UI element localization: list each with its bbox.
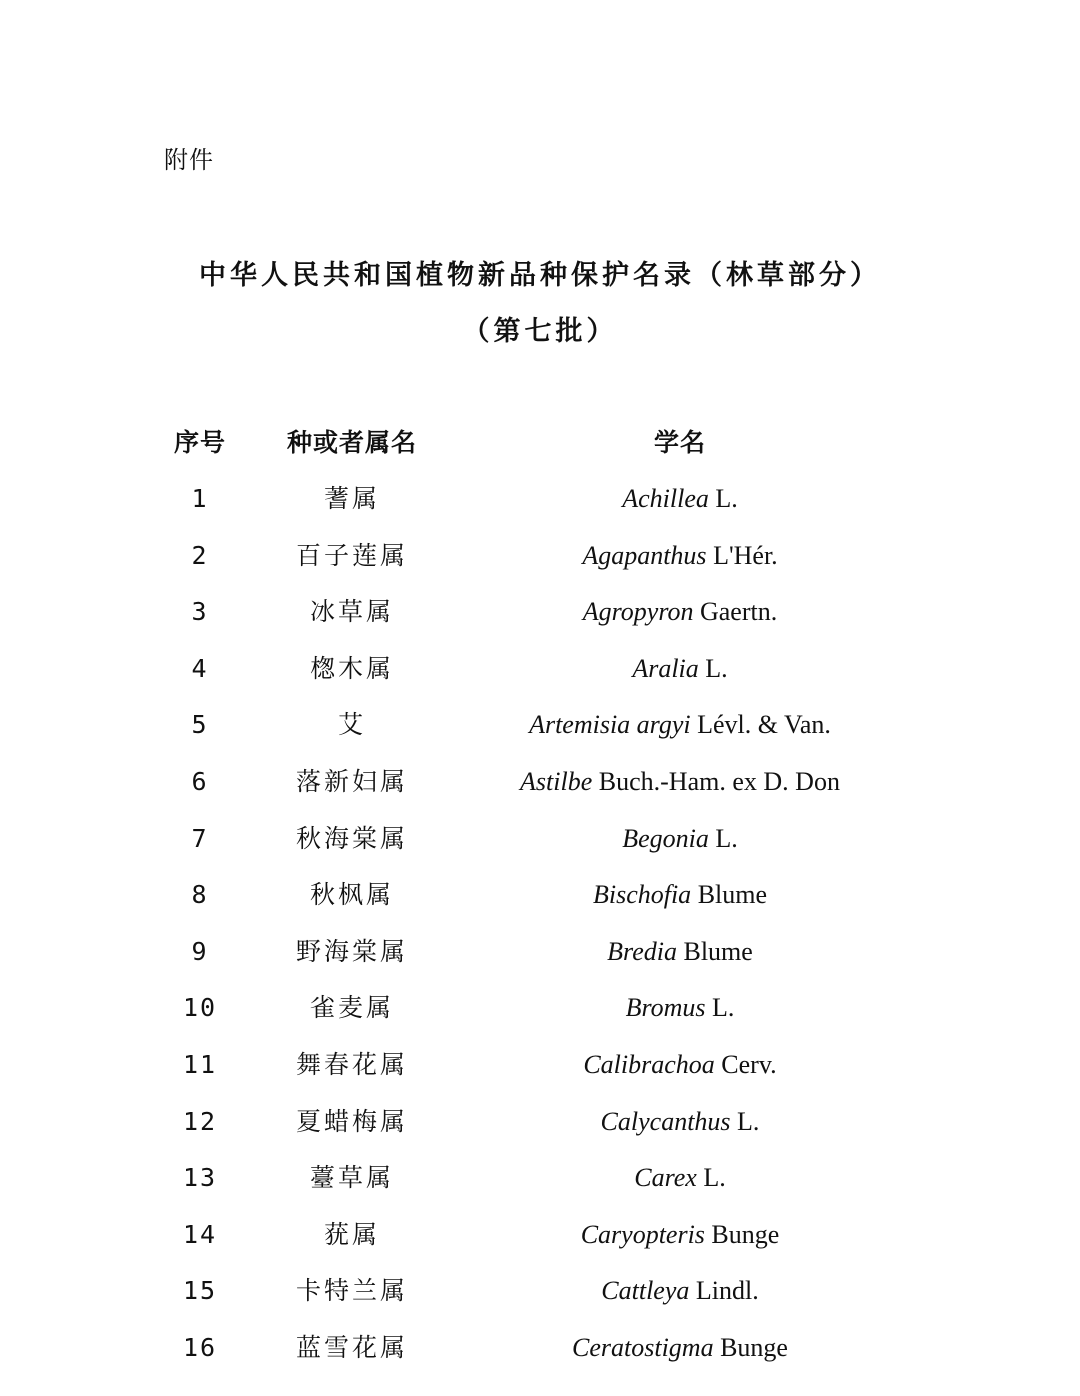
author-citation: L.: [698, 654, 728, 683]
table-row: [0, 1215, 1080, 1255]
author-citation: L.: [696, 1163, 726, 1192]
author-citation: Bunge: [713, 1333, 788, 1362]
table-row: [0, 592, 1080, 632]
scientific-name: [480, 762, 880, 802]
genus-name: Begonia: [622, 824, 709, 853]
genus-name: Astilbe: [520, 767, 593, 796]
chinese-name: 秋海棠属: [295, 824, 408, 853]
scientific-name: [480, 932, 880, 972]
author-citation: L.: [708, 484, 738, 513]
table-row: [0, 875, 1080, 915]
author-citation: Bunge: [704, 1220, 780, 1249]
scientific-name: [480, 649, 880, 689]
document-title: 中华人民共和国植物新品种保护名录（林草部分）: [199, 260, 881, 291]
serial-number: 2: [191, 541, 209, 570]
scientific-name: [480, 819, 880, 859]
chinese-name: 楤木属: [309, 654, 394, 683]
serial-number: 9: [191, 937, 209, 966]
serial-number: 13: [182, 1163, 218, 1192]
serial-number: 8: [191, 880, 209, 909]
scientific-name: [480, 1271, 880, 1311]
author-citation: Buch.-Ham. ex D. Don: [592, 767, 840, 796]
genus-name: Bischofia: [592, 880, 692, 909]
serial-number: 3: [191, 597, 209, 626]
scientific-name: [480, 536, 880, 576]
serial-number: 6: [191, 767, 209, 796]
table-row: [0, 1328, 1080, 1368]
serial-number: 14: [182, 1220, 218, 1249]
scientific-name: [480, 1102, 880, 1142]
genus-name: Calycanthus: [600, 1107, 731, 1136]
scientific-name: [480, 875, 880, 915]
table-row: [0, 819, 1080, 859]
header-serial-number: 序号: [173, 428, 226, 457]
scientific-name: [480, 705, 880, 745]
table-row: [0, 1158, 1080, 1198]
chinese-name: 蓍属: [323, 484, 380, 513]
scientific-name: [480, 479, 880, 519]
chinese-name: 薹草属: [309, 1163, 394, 1192]
author-citation: Blume: [676, 937, 753, 966]
serial-number: 4: [191, 654, 209, 683]
chinese-name: 野海棠属: [295, 937, 408, 966]
scientific-name: [480, 1328, 880, 1368]
serial-number: 10: [182, 993, 218, 1022]
table-row: [0, 705, 1080, 745]
scientific-name: [480, 1045, 880, 1085]
genus-name: Caryopteris: [580, 1220, 705, 1249]
genus-name: Cattleya: [601, 1276, 690, 1305]
scientific-name: [480, 988, 880, 1028]
author-citation: L.: [730, 1107, 760, 1136]
genus-name: Bromus: [625, 993, 706, 1022]
header-scientific-name: 学名: [653, 428, 706, 457]
header-species-or-genus: 种或者属名: [286, 428, 417, 457]
genus-name: Achillea: [622, 484, 709, 513]
author-citation: Lévl. & Van.: [690, 710, 831, 739]
table-row: [0, 536, 1080, 576]
chinese-name: 蓝雪花属: [295, 1333, 408, 1362]
scientific-name: [480, 592, 880, 632]
table-row: [0, 479, 1080, 519]
chinese-name: 艾: [337, 710, 366, 739]
serial-number: 7: [191, 824, 209, 853]
attachment-label: 附件: [164, 146, 214, 174]
scientific-name: [480, 1158, 880, 1198]
author-citation: Lindl.: [689, 1276, 759, 1305]
chinese-name: 舞春花属: [295, 1050, 408, 1079]
chinese-name: 雀麦属: [309, 993, 394, 1022]
author-citation: L'Hér.: [706, 541, 778, 570]
table-row: [0, 932, 1080, 972]
author-citation: Cerv.: [714, 1050, 777, 1079]
table-header: [0, 423, 1080, 463]
genus-name: Bredia: [607, 937, 677, 966]
genus-name: Ceratostigma: [572, 1333, 714, 1362]
author-citation: Gaertn.: [693, 597, 778, 626]
genus-name: Carex: [634, 1163, 697, 1192]
table-row: [0, 762, 1080, 802]
chinese-name: 秋枫属: [309, 880, 394, 909]
scientific-name: [480, 1215, 880, 1255]
table-row: [0, 1045, 1080, 1085]
chinese-name: 冰草属: [309, 597, 394, 626]
serial-number: 15: [182, 1276, 218, 1305]
serial-number: 1: [191, 484, 209, 513]
chinese-name: 落新妇属: [295, 767, 408, 796]
genus-name: Agapanthus: [582, 541, 707, 570]
chinese-name: 百子莲属: [295, 541, 408, 570]
chinese-name: 莸属: [323, 1220, 380, 1249]
genus-name: Aralia: [632, 654, 699, 683]
genus-name: Artemisia argyi: [529, 710, 691, 739]
table-row: [0, 1271, 1080, 1311]
chinese-name: 夏蜡梅属: [295, 1107, 408, 1136]
serial-number: 11: [182, 1050, 218, 1079]
chinese-name: 卡特兰属: [295, 1276, 408, 1305]
author-citation: Blume: [691, 880, 768, 909]
table-row: [0, 1102, 1080, 1142]
author-citation: L.: [708, 824, 738, 853]
serial-number: 12: [182, 1107, 218, 1136]
author-citation: L.: [705, 993, 735, 1022]
genus-name: Agropyron: [582, 597, 694, 626]
table-row: [0, 649, 1080, 689]
table-row: [0, 988, 1080, 1028]
serial-number: 5: [191, 710, 209, 739]
document-subtitle: （第七批）: [462, 316, 618, 347]
genus-name: Calibrachoa: [583, 1050, 715, 1079]
serial-number: 16: [182, 1333, 218, 1362]
